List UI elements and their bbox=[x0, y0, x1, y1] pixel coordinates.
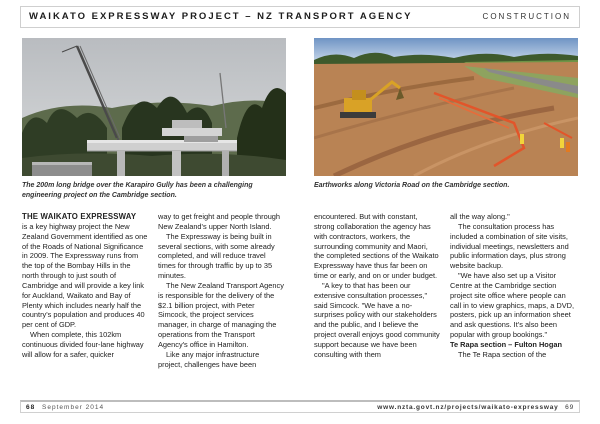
article-column-3 bbox=[314, 212, 440, 360]
article-subheading: Te Rapa section – Fulton Hogan bbox=[450, 339, 562, 349]
page-number-right: 69 bbox=[565, 404, 574, 411]
issue-date: September 2014 bbox=[42, 404, 105, 411]
header-section-label: CONSTRUCTION bbox=[482, 12, 571, 21]
bridge-photo-caption: The 200m long bridge over the Karapiro Gully has been a challenging engineering project on the Cambridge section. bbox=[22, 182, 253, 199]
article-paragraph: "A key to that has been our extensive consultation processes," said Simcock. "We have a no-surprises policy with our stakeholders and the public, and I believe the project overall enjoys good community support because we have been consulting with them bbox=[314, 280, 440, 359]
article-paragraph: encountered. But with constant, strong collaboration the agency has with contractors, workers, the surrounding community and Maori, the completed sections of the Waikato Expressway have thus far been on time or early, and on or under budget. bbox=[314, 212, 439, 281]
footer-left bbox=[26, 404, 104, 411]
earthworks-photo-caption: Earthworks along Victoria Road on the Cambridge section. bbox=[314, 182, 510, 189]
article-paragraph: The New Zealand Transport Agency is responsible for the delivery of the $2.1 billion project, with Peter Simcock, the project services manager, in charge of managing the operations from the Transport Agency's office in Hamilton. bbox=[158, 280, 284, 349]
page-number-left: 68 bbox=[26, 404, 36, 411]
page-header bbox=[20, 6, 580, 28]
article-column-4 bbox=[450, 212, 576, 360]
article-heading: THE WAIKATO EXPRESSWAY bbox=[22, 212, 137, 221]
article-paragraph: way to get freight and people through New Zealand's upper North Island. bbox=[158, 212, 281, 231]
article-paragraph: Like any major infrastructure project, challenges have been bbox=[158, 349, 260, 369]
article-paragraph: all the way along." bbox=[450, 212, 510, 221]
header-title: WAIKATO EXPRESSWAY PROJECT – NZ TRANSPORT AGENCY bbox=[29, 11, 413, 22]
bridge-photo bbox=[22, 38, 286, 176]
article-column-1 bbox=[22, 212, 148, 360]
article-paragraph: The Te Rapa section of the bbox=[458, 349, 547, 359]
article-paragraph: When complete, this 102km continuous divided four-lane highway will allow for a safer, quicker bbox=[22, 330, 144, 359]
article-paragraph: "We have also set up a Visitor Centre at the Cambridge section project site office where people can call in to view graphics, maps, a DVD, posters, pick up an information sheet and ask questions. It's also been popular with group bookings." bbox=[450, 271, 575, 340]
earthworks-photo bbox=[314, 38, 578, 176]
footer-url-link[interactable]: www.nzta.govt.nz/projects/waikato-expressway bbox=[377, 404, 559, 411]
article-paragraph: The consultation process has included a combination of site visits, individual meetings, newsletters and public information days, plus strong website backup. bbox=[450, 221, 569, 271]
footer-right bbox=[377, 404, 574, 411]
article-column-2 bbox=[158, 212, 284, 370]
article-paragraph: is a key highway project the New Zealand Government identified as one of the Roads of National Significance in 2009. The Expressway runs from the top of the Bombay Hills in the north through to just south of Cambridge and will provide a key link for Auckland, Waikato and Bay of Plenty which includes nearly half the country's population and produces 40 per cent of GDP. bbox=[22, 221, 148, 330]
article-paragraph: The Expressway is being built in several sections, with some already completed, and will reduce travel times for through traffic by up to 35 minutes. bbox=[158, 231, 275, 281]
